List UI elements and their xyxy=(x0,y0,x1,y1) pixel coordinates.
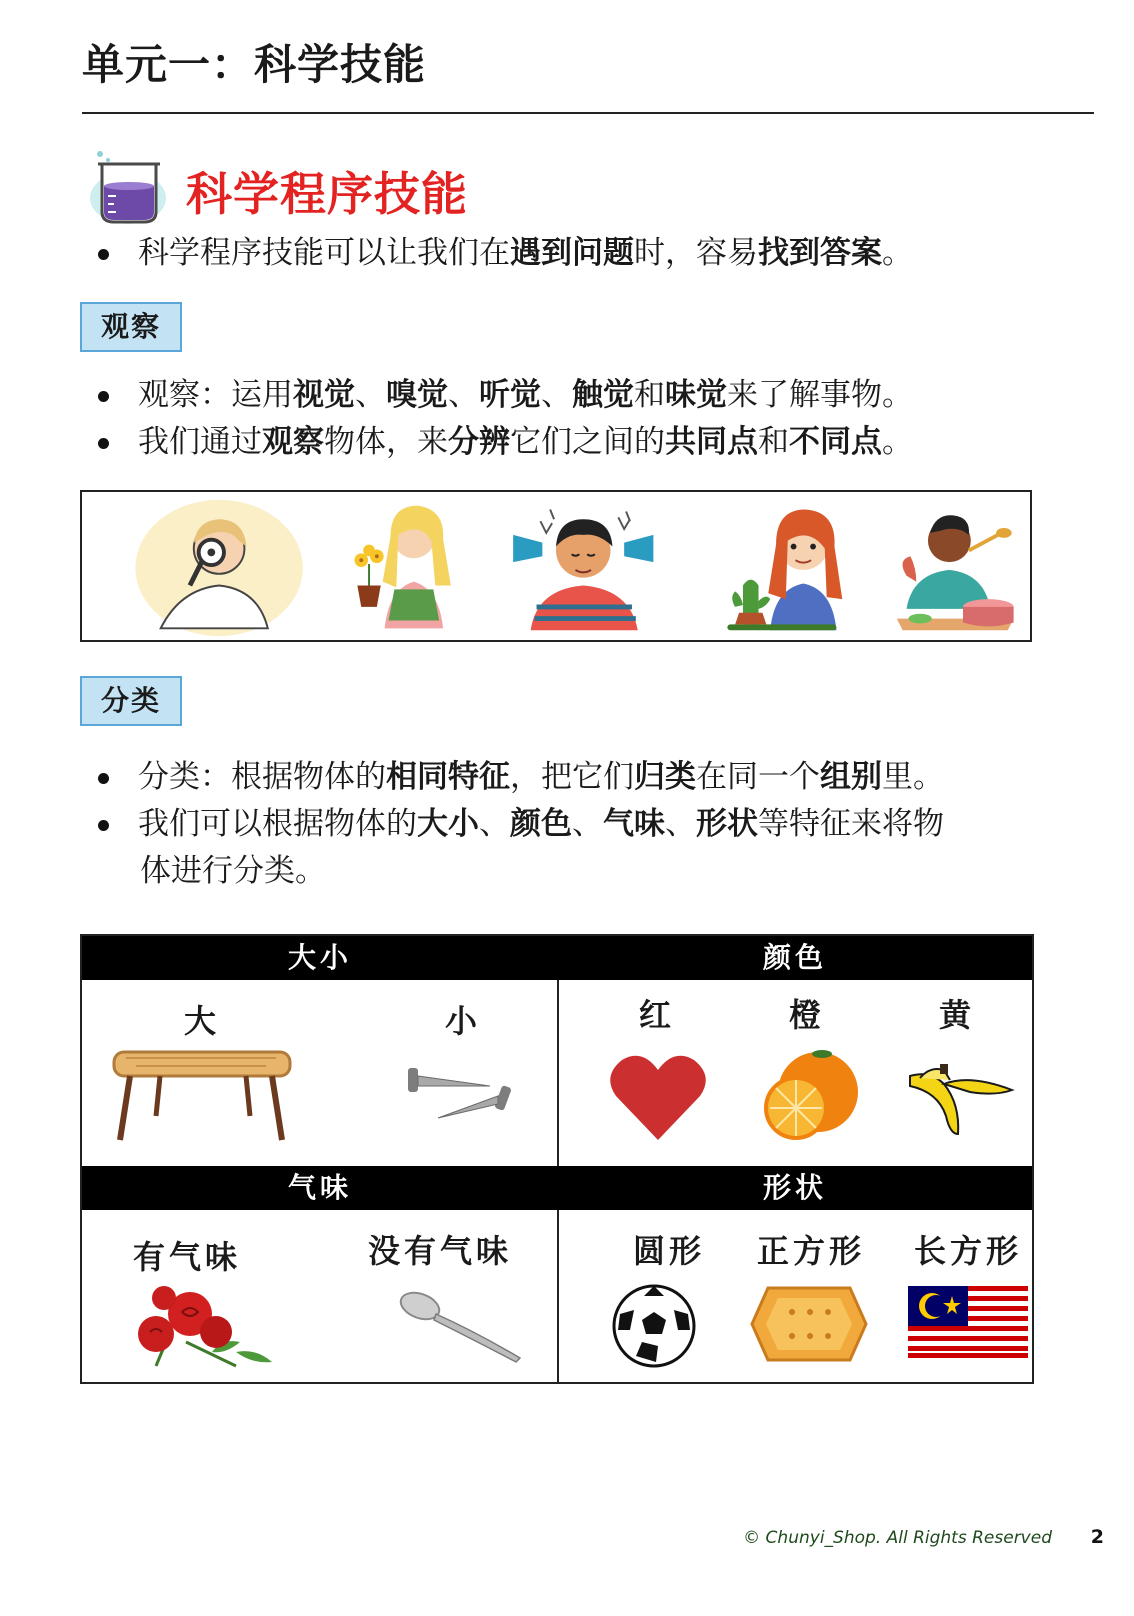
orange-icon xyxy=(762,1048,862,1140)
page-number: 2 xyxy=(1090,1526,1104,1548)
observe-bullets xyxy=(82,372,1062,466)
list-item: 观察：运用视觉、嗅觉、听觉、触觉和味觉来了解事物。 xyxy=(82,372,1062,419)
section-title: 科学程序技能 xyxy=(186,167,468,221)
list-item: 科学程序技能可以让我们在遇到问题时，容易找到答案。 xyxy=(82,230,1062,277)
table-divider xyxy=(557,980,559,1166)
spoon-icon xyxy=(396,1288,526,1364)
list-item: 分类：根据物体的相同特征，把它们归类在同一个组别里。 xyxy=(82,754,1062,801)
hearing-illustration xyxy=(513,510,653,631)
sight-illustration xyxy=(135,500,302,636)
size-big-label: 大 xyxy=(183,1002,220,1040)
smell-has-label: 有气味 xyxy=(132,1238,241,1276)
list-item: 我们通过观察物体，来分辨它们之间的共同点和不同点。 xyxy=(82,419,1062,466)
smell-header: 气味 xyxy=(82,1166,558,1210)
beaker-icon xyxy=(84,148,176,226)
color-header: 颜色 xyxy=(558,936,1032,980)
touch-illustration xyxy=(727,510,842,631)
color-orange-label: 橙 xyxy=(788,996,825,1034)
intro-bullets xyxy=(82,230,1062,277)
shape-square-label: 正方形 xyxy=(756,1232,865,1270)
copyright-text: © Chunyi_Shop. All Rights Reserved xyxy=(743,1528,1052,1548)
table-icon xyxy=(106,1044,296,1144)
shape-header: 形状 xyxy=(558,1166,1032,1210)
classify-bullets xyxy=(82,754,1062,895)
rose-icon xyxy=(126,1282,276,1372)
classify-label: 分类 xyxy=(80,676,182,726)
classification-table xyxy=(80,934,1034,1384)
biscuit-icon xyxy=(748,1282,870,1366)
senses-panel xyxy=(80,490,1032,642)
color-red-label: 红 xyxy=(638,996,675,1034)
observe-label: 观察 xyxy=(80,302,182,352)
banana-icon xyxy=(900,1060,1018,1140)
taste-illustration xyxy=(897,515,1014,630)
nail-icon xyxy=(402,1056,518,1128)
football-icon xyxy=(612,1284,696,1368)
header-divider xyxy=(82,112,1094,114)
unit-title: 单元一：科学技能 xyxy=(82,40,427,89)
size-small-label: 小 xyxy=(444,1002,481,1040)
color-yellow-label: 黄 xyxy=(938,996,975,1034)
smell-none-label: 没有气味 xyxy=(367,1232,512,1270)
smell-illustration xyxy=(354,506,450,629)
shape-circle-label: 圆形 xyxy=(632,1232,705,1270)
list-item: 我们可以根据物体的大小、颜色、气味、形状等特征来将物 体进行分类。 xyxy=(82,801,1062,895)
size-header: 大小 xyxy=(82,936,558,980)
malaysia-flag-icon xyxy=(908,1286,1028,1358)
senses-illustration xyxy=(82,492,1030,640)
heart-icon xyxy=(608,1050,708,1142)
table-divider xyxy=(557,1210,559,1382)
shape-rect-label: 长方形 xyxy=(913,1232,1022,1270)
